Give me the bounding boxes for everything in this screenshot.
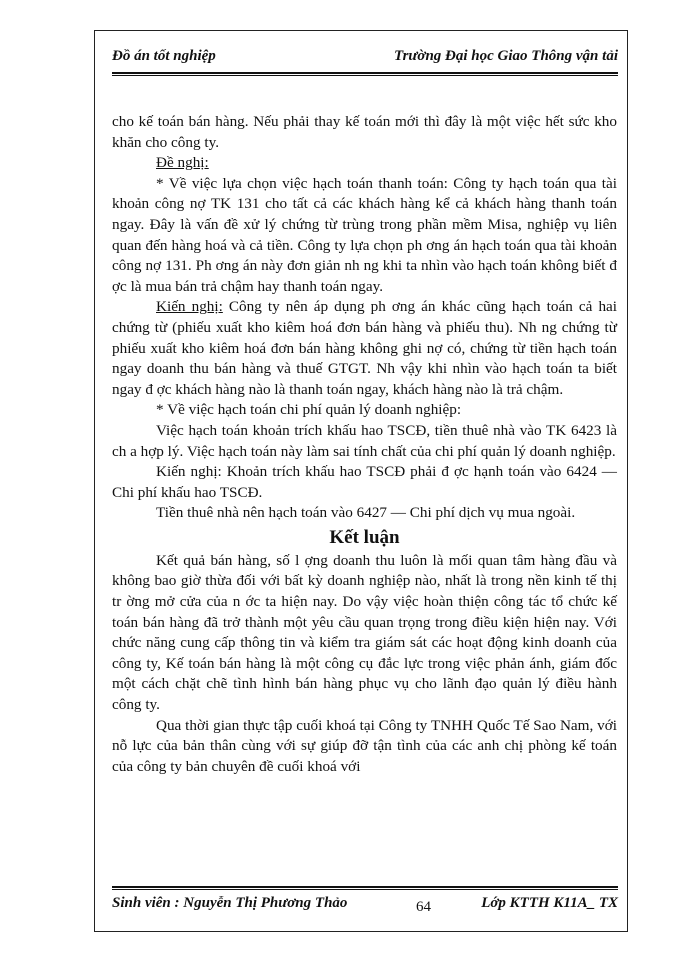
kien-nghi-label: Kiến nghị:	[156, 298, 223, 316]
paragraph-de-nghi-label	[112, 153, 617, 174]
paragraph-conclusion: Kết quả bán hàng, số l ợng doanh thu luôn là mối quan tâm hàng đầu và không bao giờ thừa đối với bất kỳ doanh nghiệp nào, nhất là trong nền kinh tế thị tr ờng mở cửa của n ớc ta hiện nay. Do vậy việc hoàn thiện công tác tổ chức kế toán bán hàng đã trở thành một yêu cầu quan trọng trong điều kiện hiện nay. Với chức năng cung cấp thông tin và kiểm tra giám sát các hoạt động kinh doanh của công ty, Kế toán bán hàng là một công cụ đắc lực trong việc phản ánh, giám đốc một cách chặt chẽ tình hình bán hàng phục vụ cho lãnh đạo quản lý điều hành công ty.	[112, 551, 617, 714]
paragraph-depreciation: Kiến nghị: Khoản trích khấu hao TSCĐ phải đ ợc hạnh toán vào 6424 — Chi phí khấu hao TSCĐ.	[112, 463, 617, 501]
header-thesis-title: Đồ án tốt nghiệp	[112, 48, 216, 64]
footer-class-name: Lớp KTTH K11A_ TX	[481, 895, 618, 911]
conclusion-heading: Kết luận	[329, 526, 400, 548]
paragraph-kien-nghi	[112, 297, 617, 400]
header-rule-thin	[112, 75, 618, 76]
border-left	[94, 30, 95, 932]
footer-rule-thin	[112, 889, 618, 890]
paragraph-intro: cho kế toán bán hàng. Nếu phải thay kế toán mới thì đây là một việc hết sức kho khăn cho công ty.	[112, 113, 617, 151]
border-right	[627, 30, 628, 932]
paragraph-payment-accounting: * Về việc lựa chọn việc hạch toán thanh toán: Công ty hạch toán qua tài khoản công nợ TK 131 cho tất cả các khách hàng kể cả khách hàng thanh toán ngay. Đây là vấn đề xử lý chứng từ trùng trong phần mềm Misa, nghiệp vụ liên quan đến hàng hoá và cả tiền. Công ty lựa chọn ph ơng án hạch toán qua tài khoản công nợ 131. Ph ơng án này đơn giản nh ng khi ta nhìn vào hạch toán không biết đ ợc là mua bán trả chậm hay thanh toán ngay.	[112, 174, 617, 295]
border-top	[94, 30, 628, 31]
page-footer	[112, 893, 618, 919]
header-rule	[112, 72, 618, 74]
paragraph-admin-cost: Việc hạch toán khoản trích khấu hao TSCĐ, tiền thuê nhà vào TK 6423 là ch a hợp lý. Việc hạch toán này làm sai tính chất của chi phí quản lý doanh nghiệp.	[112, 421, 617, 460]
paragraph-admin-cost-title: * Về việc hạch toán chi phí quản lý doanh nghiệp:	[156, 401, 462, 419]
paragraph-internship: Qua thời gian thực tập cuối khoá tại Công ty TNHH Quốc Tế Sao Nam, với nỗ lực của bản thân cùng với sự giúp đỡ tận tình của các anh chị phòng kế toán của công ty bản chuyên đề cuối khoá với	[112, 716, 617, 775]
de-nghi-label: Đề nghị:	[156, 154, 209, 172]
paragraph-rent: Tiền thuê nhà nên hạch toán vào 6427 — Chi phí dịch vụ mua ngoài.	[156, 504, 576, 522]
page-header	[112, 44, 618, 70]
footer-rule	[112, 886, 618, 888]
footer-student-name: Sinh viên : Nguyễn Thị Phương Thảo	[112, 895, 348, 911]
header-university-name: Trường Đại học Giao Thông vận tải	[393, 48, 618, 64]
page-number: 64	[416, 899, 431, 915]
document-body	[112, 112, 617, 777]
kien-nghi-text: Công ty nên áp dụng ph ơng án khác cũng hạch toán cả hai chứng từ (phiếu xuất kho kiêm hoá đơn bán hàng và phiếu thu). Nh ng chứng từ phiếu xuất kho kiêm hoá đơn bán hàng không ghi nợ có, chứng từ tiền hạch toán ngay doanh thu bán hàng và thuế GTGT. Nh vậy khi nhìn vào hạch toán ta biết ngay đ ợc khách hàng nào là thanh toán ngay, khách hàng nào là trả chậm.	[112, 298, 617, 398]
border-bottom	[94, 931, 628, 932]
